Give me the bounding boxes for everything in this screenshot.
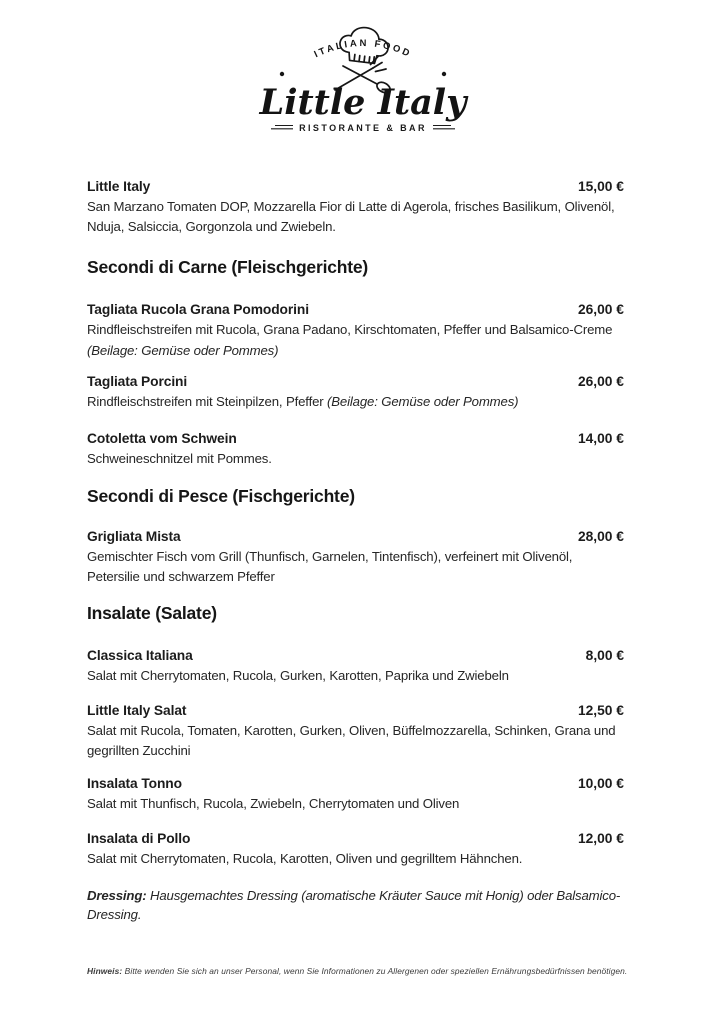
item-price: 28,00 €: [577, 529, 624, 544]
menu-item-little-italy-salat: [87, 702, 624, 760]
item-price: 12,00 €: [577, 831, 624, 846]
item-description: Salat mit Thunfisch, Rucola, Zwiebeln, Cherrytomaten und Oliven: [87, 796, 460, 811]
item-description: Salat mit Cherrytomaten, Rucola, Karotten, Oliven und gegrilltem Hähnchen.: [87, 851, 523, 866]
menu-item-classica-italiana: [87, 647, 624, 686]
logo-arc-dot-right-icon: [441, 72, 445, 76]
item-description-plain: Rindfleischstreifen mit Steinpilzen, Pfeffer: [87, 394, 328, 409]
section-header-insalate: Insalate (Salate): [87, 603, 217, 623]
logo-arc-dot-left-icon: [279, 72, 283, 76]
item-name-row: [87, 373, 624, 391]
item-price: 10,00 €: [577, 776, 624, 791]
item-price: 14,00 €: [577, 431, 624, 446]
item-description: Rindfleischstreifen mit Rucola, Grana Padano, Kirschtomaten, Pfeffer und Balsamico-Creme: [87, 322, 613, 337]
restaurant-logo: [247, 10, 479, 143]
section-header-secondi-di-pesce: Secondi di Pesce (Fischgerichte): [87, 486, 355, 506]
logo-subtitle: RISTORANTE & BAR: [298, 123, 427, 133]
menu-item-tagliata-rucola: [87, 301, 624, 360]
item-name-row: [87, 178, 624, 196]
menu-item-grigliata-mista: [87, 528, 624, 586]
item-price: 26,00 €: [577, 374, 624, 389]
footer-note-label: Hinweis:: [87, 966, 123, 976]
item-name-row: [87, 775, 624, 793]
menu-item-cotoletta: [87, 430, 624, 469]
item-name-row: [87, 430, 624, 448]
item-name: Little Italy Salat: [87, 703, 187, 718]
item-description: San Marzano Tomaten DOP, Mozzarella Fior di Latte di Agerola, frisches Basilikum, Olivenöl, Nduja, Salsiccia, Gorgonzola und Zwiebeln.: [87, 199, 615, 234]
item-name-row: [87, 830, 624, 848]
dressing-note-text: Hausgemachtes Dressing (aromatische Kräuter Sauce mit Honig) oder Balsamico-Dressing.: [87, 888, 621, 922]
logo-graphic: [247, 10, 479, 138]
item-price: 26,00 €: [577, 302, 624, 317]
menu-item-little-italy: [87, 178, 624, 236]
item-side-note: (Beilage: Gemüse oder Pommes): [87, 342, 279, 358]
item-price: 12,50 €: [577, 703, 624, 718]
section-header-secondi-di-carne: Secondi di Carne (Fleischgerichte): [87, 257, 369, 277]
item-description: [87, 392, 624, 412]
item-description: Gemischter Fisch vom Grill (Thunfisch, Garnelen, Tintenfisch), verfeinert mit Olivenöl, Petersilie und schwarzem Pfeffer: [87, 549, 573, 584]
menu-item-insalata-di-pollo: [87, 830, 624, 869]
item-name-row: [87, 647, 624, 665]
item-description: Salat mit Rucola, Tomaten, Karotten, Gurken, Oliven, Büffelmozzarella, Schinken, Grana und gegrillten Zucchini: [87, 723, 616, 758]
allergen-footer-note: [87, 965, 628, 977]
item-name: Insalata Tonno: [87, 776, 182, 791]
footer-note-text: Bitte wenden Sie sich an unser Personal, wenn Sie Informationen zu Allergenen oder speziellen Ernährungsbedürfnissen benötigen.: [122, 966, 628, 976]
item-name: Grigliata Mista: [87, 529, 181, 544]
logo-arc-text: ITALIAN FOOD: [311, 37, 413, 61]
item-name: Tagliata Rucola Grana Pomodorini: [87, 302, 309, 317]
menu-item-insalata-tonno: [87, 775, 624, 814]
dressing-note: [87, 886, 624, 924]
item-description-side-note: (Beilage: Gemüse oder Pommes): [327, 394, 519, 409]
item-name-row: [87, 528, 624, 546]
item-name-row: [87, 301, 624, 319]
item-description: Schweineschnitzel mit Pommes.: [87, 451, 272, 466]
dressing-note-label: Dressing:: [87, 888, 147, 903]
item-name: Little Italy: [87, 179, 151, 194]
menu-item-tagliata-porcini: [87, 373, 624, 412]
item-name: Tagliata Porcini: [87, 374, 188, 389]
item-name: Insalata di Pollo: [87, 831, 191, 846]
item-price: 8,00 €: [585, 648, 624, 663]
item-name: Cotoletta vom Schwein: [87, 431, 237, 446]
logo-wordmark: Little Italy: [259, 82, 466, 123]
item-name-row: [87, 702, 624, 720]
item-name: Classica Italiana: [87, 648, 193, 663]
item-price: 15,00 €: [577, 179, 624, 194]
item-description: Salat mit Cherrytomaten, Rucola, Gurken, Karotten, Paprika und Zwiebeln: [87, 668, 509, 683]
